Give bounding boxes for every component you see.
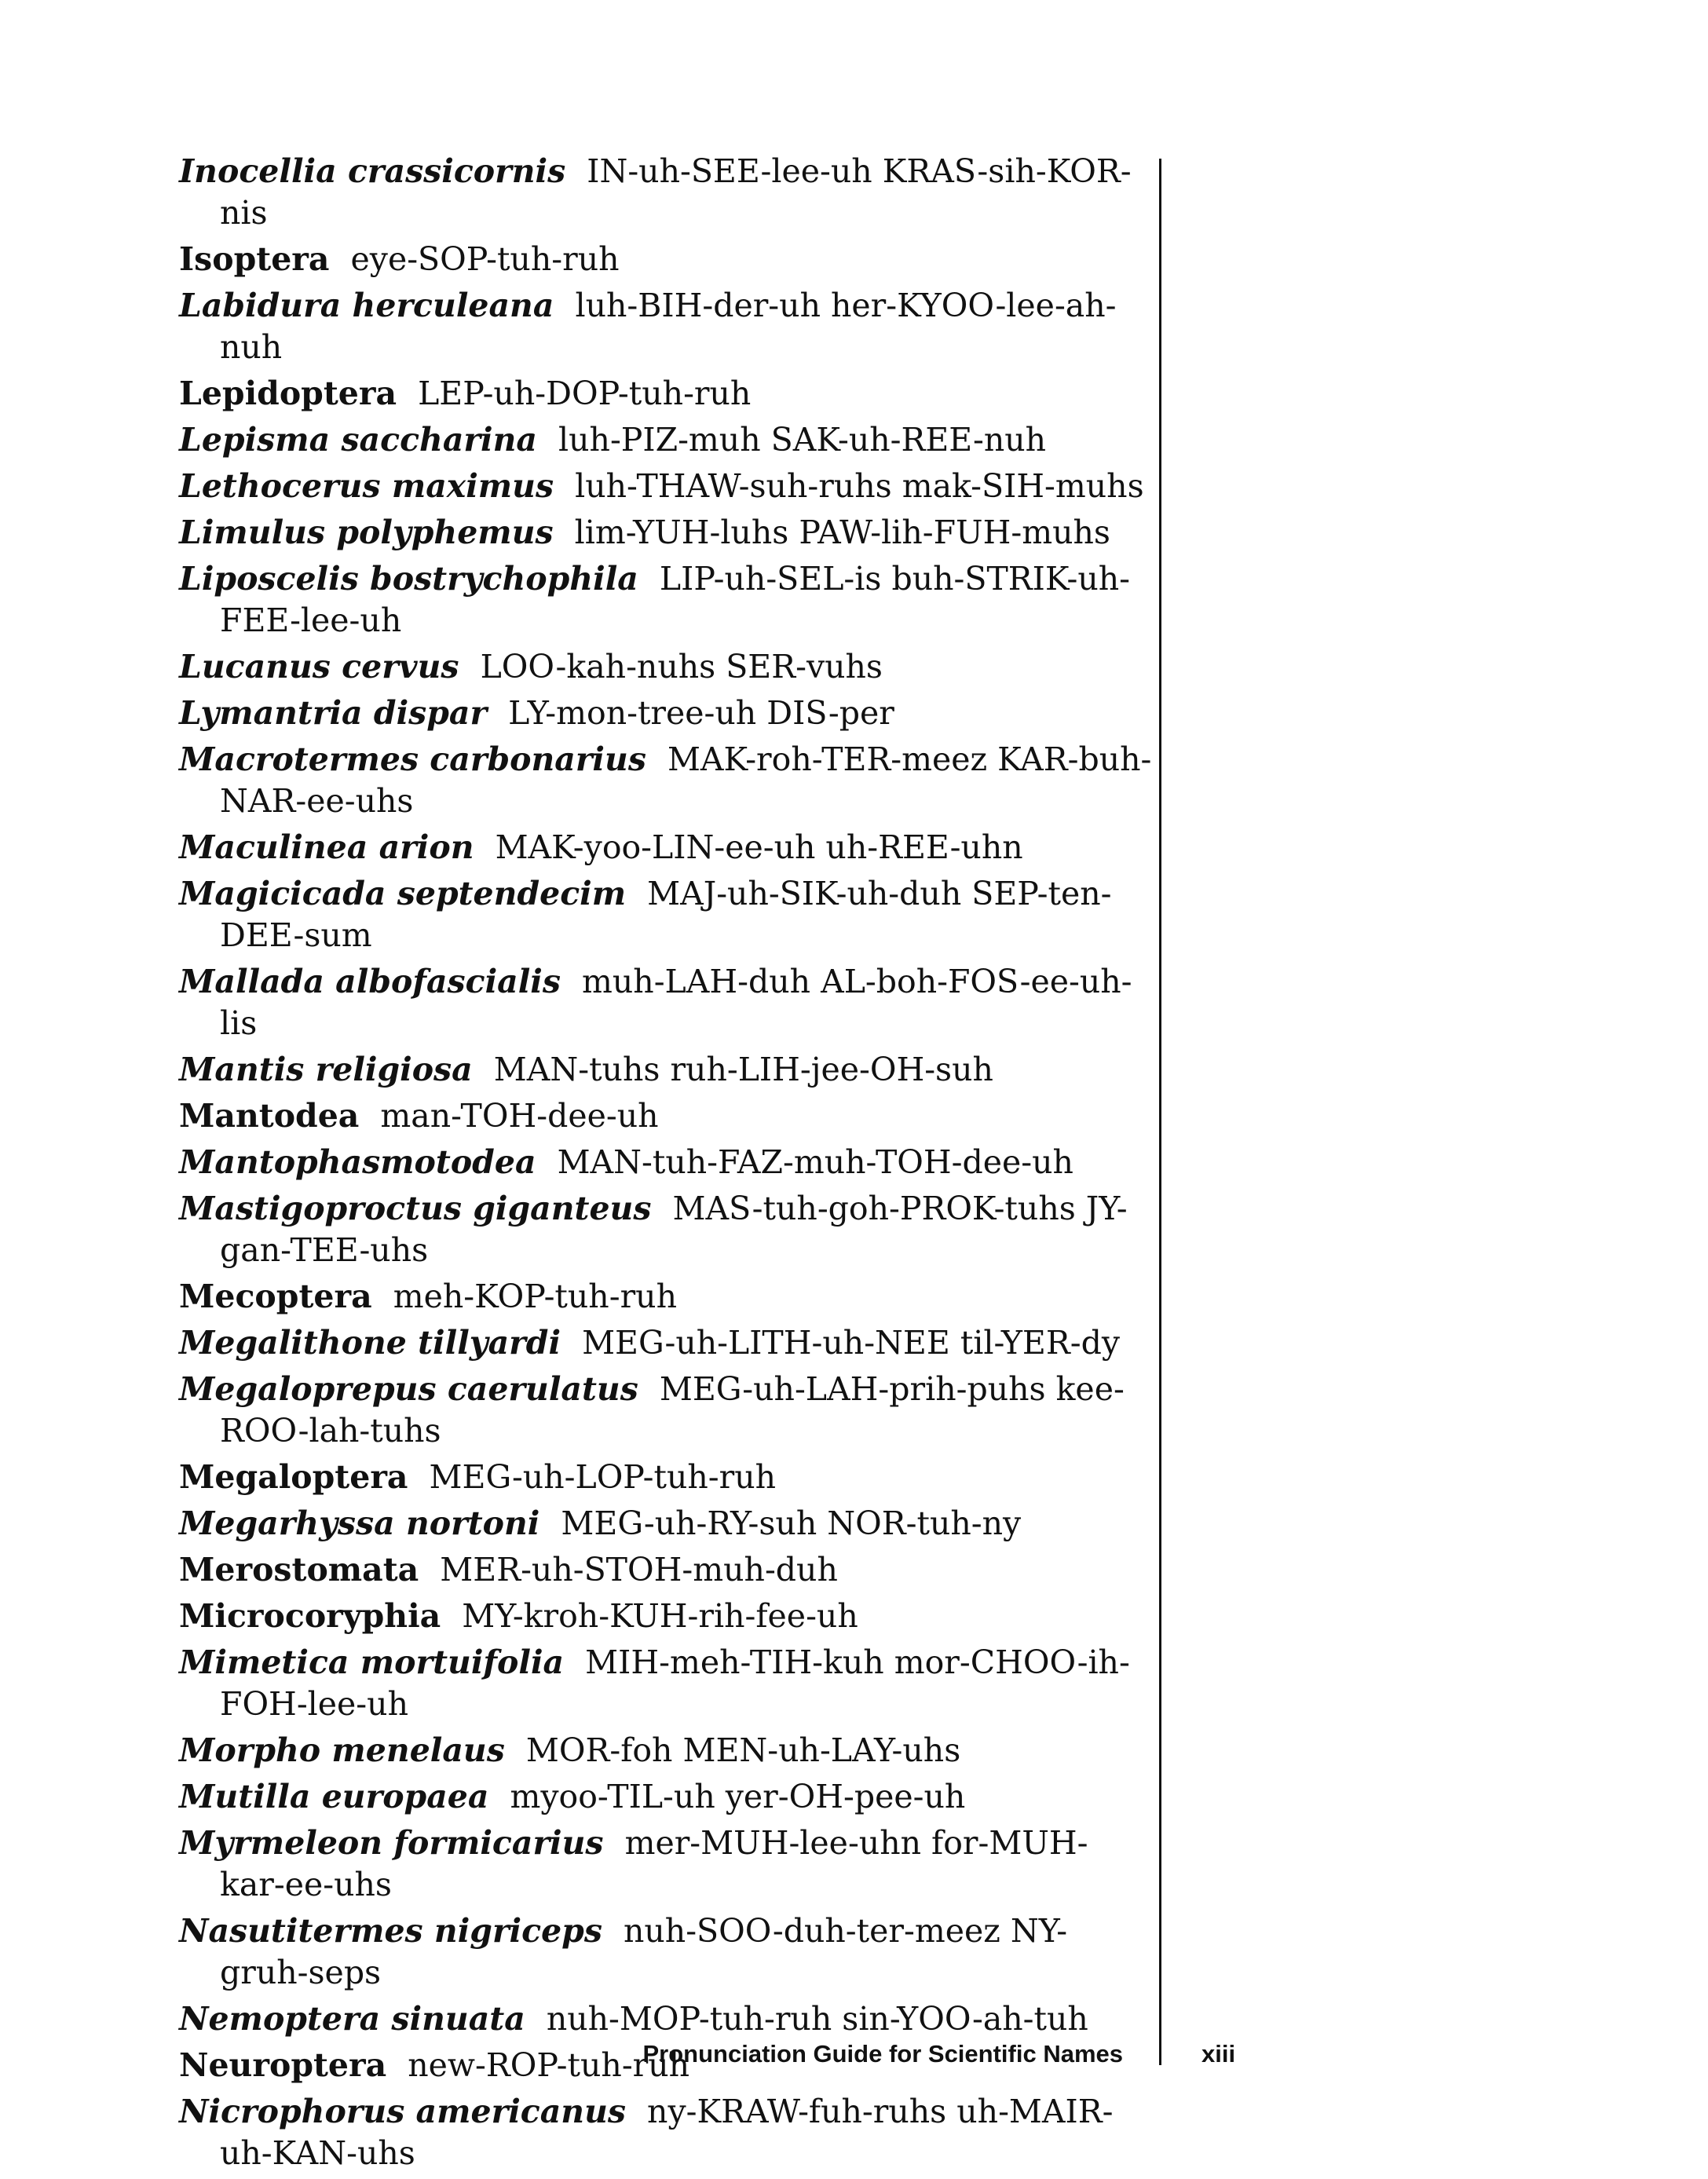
scientific-name: Isoptera [179,240,330,278]
page-number: xiii [1201,2040,1236,2067]
scientific-name: Morpho menelaus [179,1731,505,1769]
running-footer-title: Pronunciation Guide for Scientific Names [642,2040,1123,2067]
pronunciation: MOR-foh MEN-uh-LAY-uhs [525,1731,961,1769]
list-item [179,1596,1153,1637]
list-item [179,558,1153,642]
list-item [179,1369,1153,1452]
scientific-name: Mantis religiosa [179,1051,473,1088]
pronunciation: MEG-uh-RY-suh NOR-tuh-ny [561,1504,1022,1542]
list-item [179,1049,1153,1091]
pronunciation: MAN-tuh-FAZ-muh-TOH-dee-uh [557,1143,1073,1181]
pronunciation: meh-KOP-tuh-ruh [393,1278,677,1315]
list-item [179,693,1153,734]
list-item [179,285,1153,368]
list-item [179,1642,1153,1725]
scientific-name: Magicicada septendecim [179,875,627,912]
scientific-name: Neuroptera [179,2046,387,2084]
list-item [179,2091,1153,2174]
scientific-name: Mantophasmotodea [179,1143,536,1181]
pronunciation: ny-KRAW-fuh-ruhs uh-MAIR-uh-KAN-uhs [220,2093,1114,2172]
pronunciation: MEG-uh-LOP-tuh-ruh [429,1458,777,1496]
pronunciation: man-TOH-dee-uh [380,1097,659,1135]
pronunciation-list [179,151,1153,2179]
pronunciation: mer-MUH-lee-uhn for-MUH-kar-ee-uhs [220,1824,1088,1903]
scientific-name: Mantodea [179,1097,360,1135]
pronunciation: new-ROP-tuh-ruh [408,2046,690,2084]
pronunciation: MAK-roh-TER-meez KAR-buh-NAR-ee-uhs [220,740,1152,820]
list-item [179,1276,1153,1318]
scientific-name: Lethocerus maximus [179,467,554,505]
list-item [179,1776,1153,1818]
pronunciation: LEP-uh-DOP-tuh-ruh [418,375,752,412]
list-item [179,1188,1153,1271]
pronunciation: muh-LAH-duh AL-boh-FOS-ee-uh-lis [220,963,1132,1042]
scientific-name: Liposcelis bostrychophila [179,560,638,598]
pronunciation: nuh-MOP-tuh-ruh sin-YOO-ah-tuh [546,2000,1088,2038]
scientific-name: Maculinea arion [179,828,474,866]
pronunciation: LOO-kah-nuhs SER-vuhs [480,648,883,686]
scientific-name: Nemoptera sinuata [179,2000,525,2038]
pronunciation: lim-YUH-luhs PAW-lih-FUH-muhs [574,514,1110,551]
pronunciation: MAK-yoo-LIN-ee-uh uh-REE-uhn [495,828,1023,866]
pronunciation: MY-kroh-KUH-rih-fee-uh [462,1597,858,1635]
pronunciation: MAJ-uh-SIK-uh-duh SEP-ten-DEE-sum [220,875,1112,954]
list-item [179,151,1153,234]
pronunciation: LY-mon-tree-uh DIS-per [508,694,894,732]
pronunciation: MEG-uh-LITH-uh-NEE til-YER-dy [582,1324,1120,1362]
scientific-name: Microcoryphia [179,1597,441,1635]
list-item [179,827,1153,868]
list-item [179,961,1153,1044]
scientific-name: Limulus polyphemus [179,514,554,551]
scientific-name: Megalithone tillyardi [179,1324,561,1362]
scientific-name: Lucanus cervus [179,648,459,686]
list-item [179,1998,1153,2040]
pronunciation: nuh-SOO-duh-ter-meez NY-gruh-seps [220,1912,1068,1991]
scientific-name: Macrotermes carbonarius [179,740,646,778]
scientific-name: Megaloptera [179,1458,408,1496]
scientific-name: Megaloprepus caerulatus [179,1370,638,1408]
list-item [179,419,1153,461]
list-item [179,873,1153,956]
list-item [179,1457,1153,1498]
list-item [179,512,1153,554]
pronunciation: MIH-meh-TIH-kuh mor-CHOO-ih-FOH-lee-uh [220,1643,1130,1723]
list-item [179,739,1153,822]
list-item [179,1322,1153,1364]
pronunciation: MAS-tuh-goh-PROK-tuhs JY-gan-TEE-uhs [220,1190,1128,1269]
list-item [179,1503,1153,1545]
pronunciation: myoo-TIL-uh yer-OH-pee-uh [510,1778,966,1815]
list-item [179,646,1153,688]
scientific-name: Megarhyssa nortoni [179,1504,540,1542]
pronunciation: MAN-tuhs ruh-LIH-jee-OH-suh [493,1051,993,1088]
pronunciation: luh-THAW-suh-ruhs mak-SIH-muhs [575,467,1144,505]
list-item [179,239,1153,280]
pronunciation: luh-PIZ-muh SAK-uh-REE-nuh [558,421,1047,459]
vertical-rule [1159,159,1161,2065]
list-item [179,1730,1153,1771]
scientific-name: Merostomata [179,1551,419,1589]
pronunciation: MER-uh-STOH-muh-duh [440,1551,838,1589]
pronunciation: luh-BIH-der-uh her-KYOO-lee-ah-nuh [220,287,1117,366]
scientific-name: Nicrophorus americanus [179,2093,626,2130]
scientific-name: Mecoptera [179,1278,372,1315]
scientific-name: Mallada albofascialis [179,963,561,1000]
scientific-name: Labidura herculeana [179,287,554,324]
scientific-name: Mutilla europaea [179,1778,489,1815]
scientific-name: Lymantria dispar [179,694,488,732]
scientific-name: Myrmeleon formicarius [179,1824,604,1862]
list-item [179,1142,1153,1183]
scientific-name: Mimetica mortuifolia [179,1643,565,1681]
scientific-name: Nasutitermes nigriceps [179,1912,602,1950]
pronunciation: LIP-uh-SEL-is buh-STRIK-uh-FEE-lee-uh [220,560,1131,639]
scientific-name: Mastigoproctus giganteus [179,1190,652,1227]
list-item [179,466,1153,507]
list-item [179,1910,1153,1994]
pronunciation: eye-SOP-tuh-ruh [350,240,620,278]
list-item [179,373,1153,415]
pronunciation: IN-uh-SEE-lee-uh KRAS-sih-KOR-nis [220,152,1132,232]
scientific-name: Inocellia crassicornis [179,152,566,190]
scientific-name: Lepidoptera [179,375,397,412]
scientific-name: Lepisma saccharina [179,421,537,459]
list-item [179,1549,1153,1591]
list-item [179,1095,1153,1137]
pronunciation: MEG-uh-LAH-prih-puhs kee-ROO-lah-tuhs [220,1370,1125,1450]
list-item [179,1823,1153,1906]
